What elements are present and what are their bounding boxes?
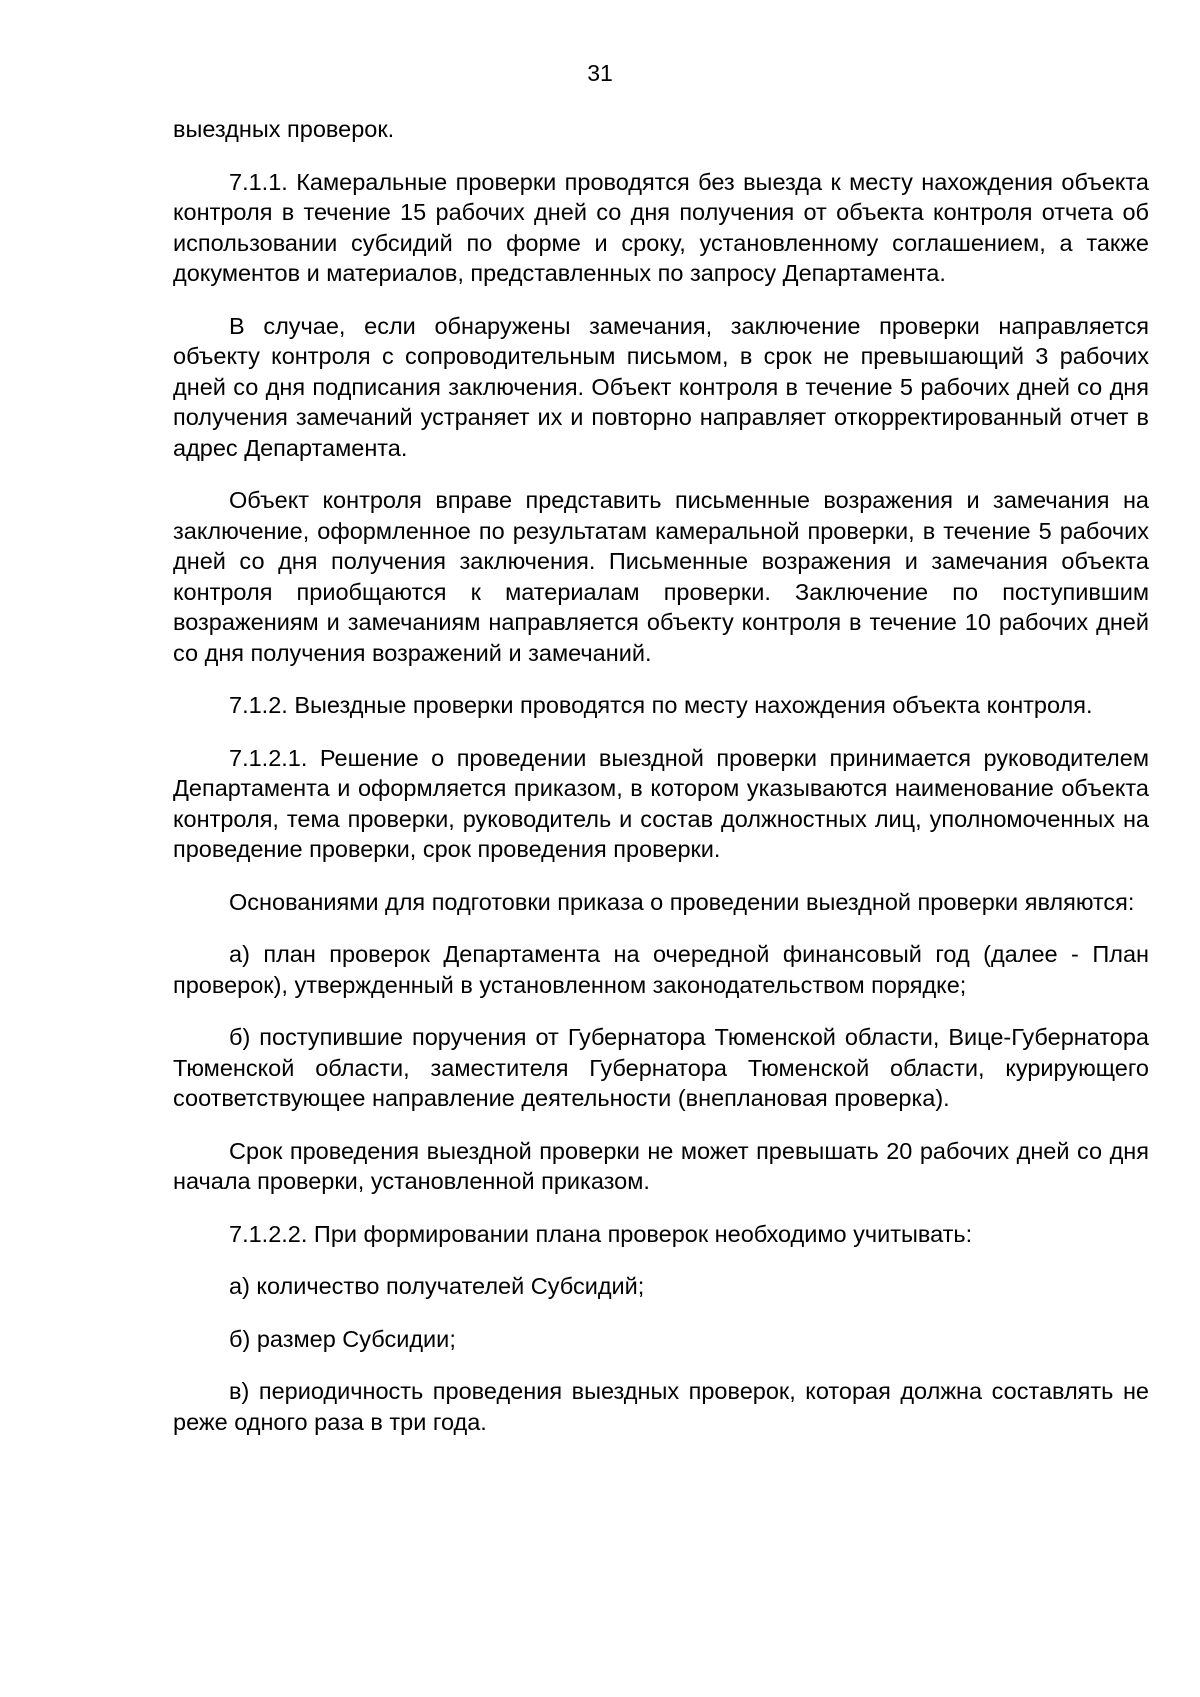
paragraph-duration: Срок проведения выездной проверки не может превышать 20 рабочих дней со дня начала проверки, установленной приказом. <box>173 1137 1149 1194</box>
list-item-c-frequency: в) периодичность проведения выездных проверок, которая должна составлять не реже одного раза в три года. <box>173 1378 1149 1435</box>
paragraph-7-1-2: 7.1.2. Выездные проверки проводятся по месту нахождения объекта контроля. <box>229 692 1093 718</box>
paragraph-7-1-2-2: 7.1.2.2. При формировании плана проверок необходимо учитывать: <box>229 1220 973 1247</box>
list-item-a-recipients: а) количество получателей Субсидий; <box>229 1273 645 1299</box>
paragraph-7-1-1: 7.1.1. Камеральные проверки проводятся без выезда к месту нахождения объекта контроля в течение 15 рабочих дней со дня получения от объекта контроля отчета об использовании субсидий по форме и сроку, установленному соглашением, а также документов и материалов, представленных по запросу Департамента. <box>173 168 1149 286</box>
paragraph-grounds: Основаниями для подготовки приказа о проведении выездной проверки являются: <box>229 888 1135 915</box>
paragraph-7-1-2-1: 7.1.2.1. Решение о проведении выездной проверки принимается руководителем Департамента и оформляется приказом, в котором указываются наименование объекта контроля, тема проверки, руководитель и состав должностных лиц, уполномоченных на проведение проверки, срок проведения проверки. <box>173 744 1149 862</box>
list-item-b-orders: б) поступившие поручения от Губернатора Тюменской области, Вице-Губернатора Тюменской области, заместителя Губернатора Тюменской области, курирующего соответствующее направление деятельности (внеплановая проверка). <box>173 1024 1149 1111</box>
paragraph-remarks: В случае, если обнаружены замечания, заключение проверки направляется объекту контроля с сопроводительным письмом, в срок не превышающий 3 рабочих дней со дня подписания заключения. Объект контроля в течение 5 рабочих дней со дня получения замечаний устраняет их и повторно направляет откорректированный отчет в адрес Департамента. <box>173 312 1149 461</box>
paragraph-objections: Объект контроля вправе представить письменные возражения и замечания на заключение, оформленное по результатам камеральной проверки, в течение 5 рабочих дней со дня получения заключения. Письменные возражения и замечания объекта контроля приобщаются к материалам проверки. Заключение по поступившим возражениям и замечаниям направляется объекту контроля в течение 10 рабочих дней со дня получения возражений и замечаний. <box>173 487 1149 666</box>
list-item-b-size: б) размер Субсидии; <box>229 1325 456 1352</box>
document-body <box>173 114 1149 1437</box>
page-number: 31 <box>587 60 613 86</box>
list-item-a-plan: а) план проверок Департамента на очередной финансовый год (далее - План проверок), утвержденный в установленном законодательством порядке; <box>173 941 1149 998</box>
paragraph-continuation: выездных проверок. <box>173 116 395 142</box>
